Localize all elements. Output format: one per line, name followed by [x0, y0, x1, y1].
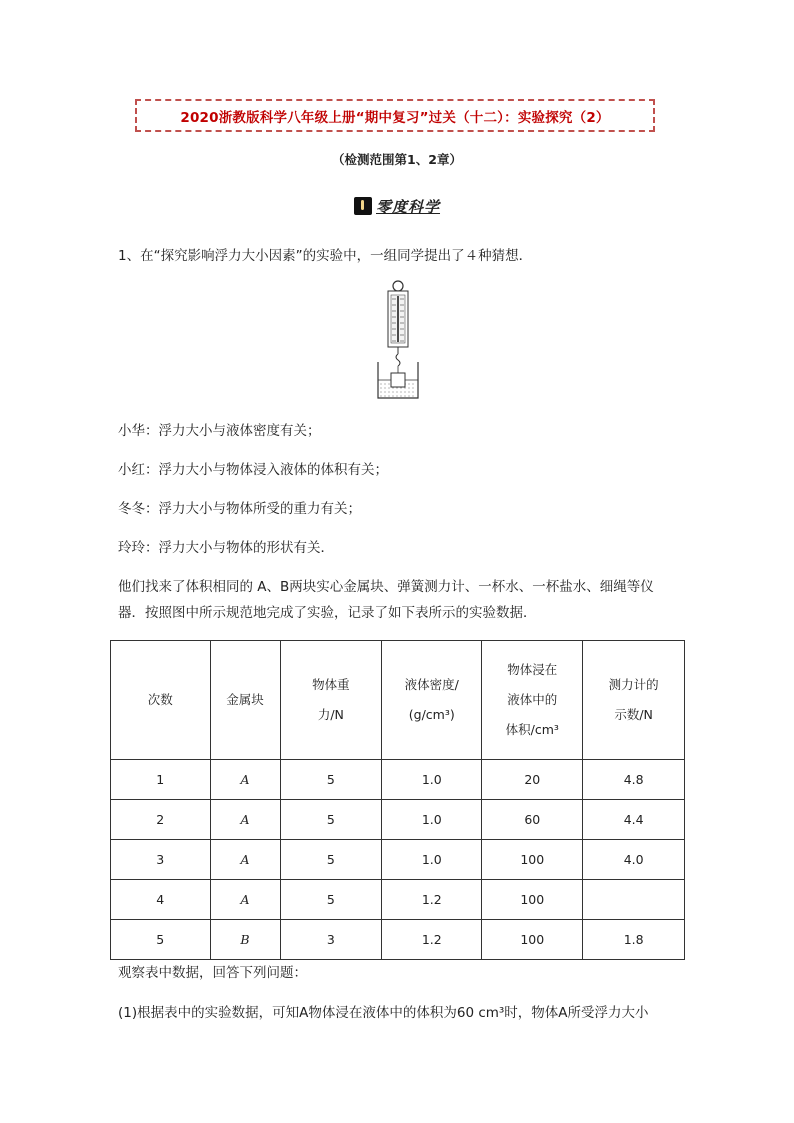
- header-metal-block: 金属块: [210, 641, 280, 760]
- title-box: [135, 99, 655, 132]
- cell-reading: [583, 880, 685, 920]
- cell-block: B: [210, 920, 280, 960]
- cell-reading: 4.4: [583, 800, 685, 840]
- spring-scale-figure: [368, 278, 428, 407]
- header-weight: [280, 641, 382, 760]
- cell-volume: 60: [482, 800, 583, 840]
- cell-block: A: [210, 840, 280, 880]
- hypothesis-lingling: 玲玲：浮力大小与物体的形状有关．: [118, 540, 334, 556]
- cell-block: A: [210, 880, 280, 920]
- cell-reading: 4.8: [583, 760, 685, 800]
- table-row: [111, 800, 685, 840]
- cell-count: 2: [111, 800, 211, 840]
- cell-reading: 1.8: [583, 920, 685, 960]
- candle-logo-icon: [354, 197, 372, 215]
- hypothesis-dongdong: 冬冬：浮力大小与物体所受的重力有关；: [118, 501, 361, 517]
- table-header-row: [111, 641, 685, 760]
- logo: [354, 196, 440, 216]
- table-row: [111, 840, 685, 880]
- page-subtitle: （检测范围第1、2章）: [332, 152, 462, 167]
- table-row: [111, 920, 685, 960]
- question-1: (1)根据表中的实验数据，可知A物体浸在液体中的体积为60 cm³时，物体A所受浮力大小: [118, 1005, 649, 1021]
- cell-weight: 5: [280, 800, 382, 840]
- cell-count: 5: [111, 920, 211, 960]
- header-weight-text: 物体重 力/N: [312, 677, 350, 722]
- cell-weight: 5: [280, 880, 382, 920]
- cell-weight: 5: [280, 760, 382, 800]
- cell-density: 1.0: [382, 800, 482, 840]
- logo-text: 零度科学: [376, 197, 441, 216]
- cell-density: 1.0: [382, 840, 482, 880]
- hypothesis-xiaohong: 小红：浮力大小与物体浸入液体的体积有关；: [118, 462, 388, 478]
- data-table: [110, 640, 685, 960]
- header-volume: 物体浸在 液体中的 体积/cm³: [482, 641, 583, 760]
- table-row: [111, 880, 685, 920]
- cell-density: 1.2: [382, 920, 482, 960]
- cell-weight: 3: [280, 920, 382, 960]
- header-count: 次数: [111, 641, 211, 760]
- hypothesis-xiaohua: 小华：浮力大小与液体密度有关；: [118, 423, 321, 439]
- cell-volume: 100: [482, 920, 583, 960]
- cell-block: A: [210, 760, 280, 800]
- cell-volume: 100: [482, 880, 583, 920]
- materials-line-2: 器．按照图中所示规范地完成了实验，记录了如下表所示的实验数据．: [118, 605, 537, 621]
- cell-weight: 5: [280, 840, 382, 880]
- cell-volume: 20: [482, 760, 583, 800]
- cell-reading: 4.0: [583, 840, 685, 880]
- header-reading: 测力计的 示数/N: [583, 641, 685, 760]
- materials-line-1: 他们找来了体积相同的 A、B两块实心金属块、弹簧测力计、一杯水、一杯盐水、细绳等仪: [118, 579, 654, 595]
- cell-count: 1: [111, 760, 211, 800]
- table-row: [111, 760, 685, 800]
- cell-count: 4: [111, 880, 211, 920]
- page-title: 2020浙教版科学八年级上册“期中复习”过关（十二）：实验探究（2）: [180, 109, 610, 126]
- cell-density: 1.2: [382, 880, 482, 920]
- header-density: 液体密度/ (g/cm³): [382, 641, 482, 760]
- question-intro: 1、在“探究影响浮力大小因素”的实验中，一组同学提出了４种猜想．: [118, 248, 533, 264]
- cell-volume: 100: [482, 840, 583, 880]
- observe-prompt: 观察表中数据，回答下列问题：: [118, 965, 307, 981]
- cell-density: 1.0: [382, 760, 482, 800]
- cell-count: 3: [111, 840, 211, 880]
- cell-block: A: [210, 800, 280, 840]
